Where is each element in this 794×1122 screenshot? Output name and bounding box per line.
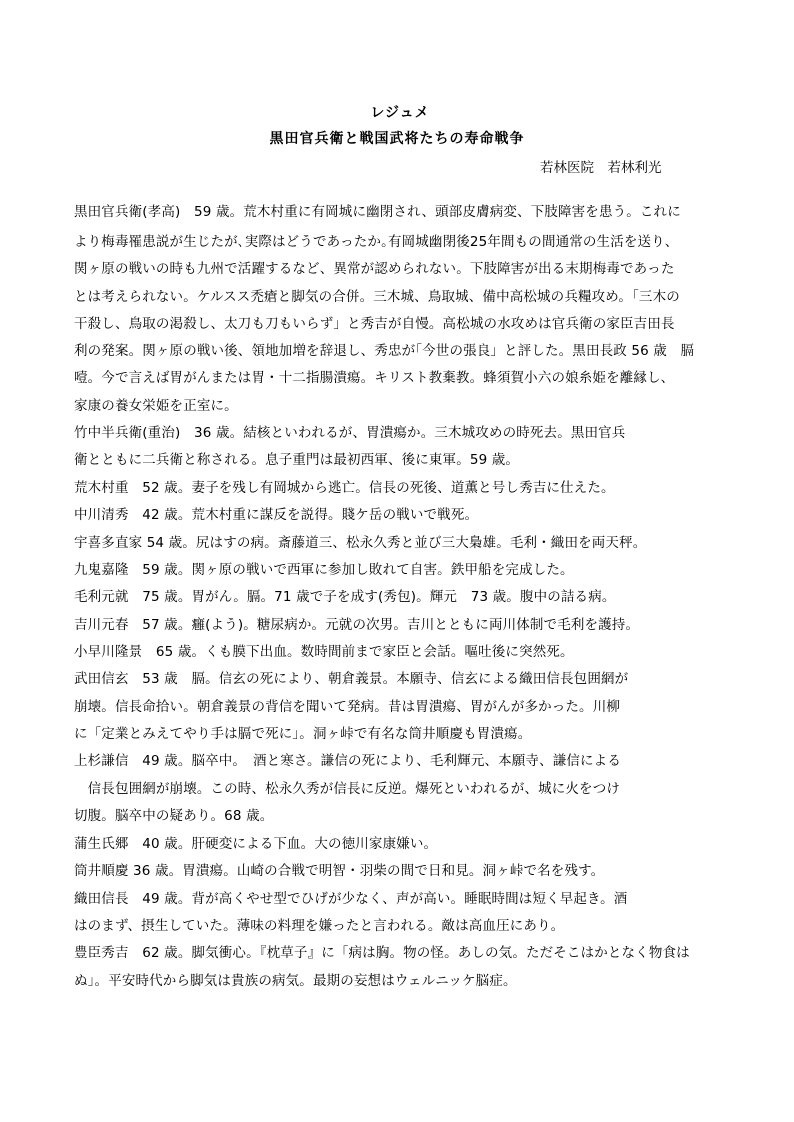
body-line: に「定業とみえてやり手は膈で死に」。洞ヶ峠で有名な筒井順慶も胃潰瘍。 [74, 726, 532, 742]
body-line: はのまず、摂生していた。薄味の料理を嫌ったと言われる。敵は高血圧にあり。 [74, 918, 565, 934]
body-line: 宇喜多直家 54 歳。尻はすの病。斎藤道三、松永久秀と並び三大梟雄。毛利・織田を両天秤。 [74, 535, 647, 551]
body-line: ぬ」。平安時代から脚気は貴族の病気。最期の妄想はウェルニッケ脳症。 [74, 973, 517, 989]
body-line: 家康の養女栄姫を正室に。 [74, 398, 238, 414]
body-line: 切腹。脳卒中の疑あり。68 歳。 [74, 808, 274, 824]
body-line: より梅毒罹患説が生じたが､実際はどうであったか｡有岡城幽閉後25年間もの間通常の生活を送り、 [74, 234, 679, 250]
body-line: 荒木村重 52 歳。妻子を残し有岡城から逃亡。信長の死後、道薫と号し秀吉に仕えた。 [74, 480, 615, 496]
body-line: 豊臣秀吉 62 歳。脚気衝心。『枕草子』に「病は胸。物の怪。あしの気。ただそこはかとなく物食は [74, 945, 690, 961]
body-line: 武田信玄 53 歳 膈。信玄の死により、朝倉義景。本願寺、信玄による織田信長包囲網が [74, 671, 629, 687]
body-line: 竹中半兵衛(重治) 36 歳。結核といわれるが、胃潰瘍か。三木城攻めの時死去。黒田官兵 [74, 425, 626, 441]
document-author: 若林医院 若林利光 [540, 160, 662, 176]
body-line: 干殺し、鳥取の渇殺し、太刀も刀もいらず」と秀吉が自慢。高松城の水攻めは官兵衛の家臣吉田長 [74, 316, 675, 332]
document-label: レジュメ [370, 105, 430, 121]
body-line: 信長包囲網が崩壊。この時、松永久秀が信長に反逆。爆死といわれるが、城に火をつけ [74, 781, 620, 797]
body-line: 崩壊。信長命拾い。朝倉義景の背信を聞いて発病。昔は胃潰瘍、胃がんが多かった。川柳 [74, 699, 620, 715]
body-line: 吉川元春 57 歳。癰(よう)。糖尿病か。元就の次男。吉川とともに両川体制で毛利を護持。 [74, 617, 640, 633]
body-line: 小早川隆景 65 歳。くも膜下出血。数時間前まで家臣と会話。嘔吐後に突然死。 [74, 644, 574, 660]
body-line: 上杉謙信 49 歳。脳卒中。 酒と寒さ。謙信の死により、毛利輝元、本願寺、謙信による [74, 753, 621, 769]
body-line: とは考えられない。ケルスス禿瘡と脚気の合併。三木城、鳥取城、備中高松城の兵糧攻め。｢三木の [74, 289, 680, 305]
body-line: 筒井順慶 36 歳。胃潰瘍。山崎の合戦で明智・羽柴の間で日和見。洞ヶ峠で名を残す。 [74, 863, 605, 879]
document-title: 黒田官兵衛と戦国武将たちの寿命戦争 [269, 131, 525, 147]
body-line: 蒲生氏郷 40 歳。肝硬変による下血。大の徳川家康嫌い。 [74, 836, 438, 852]
body-line: 毛利元就 75 歳。胃がん。膈。71 歳で子を成す(秀包)。輝元 73 歳。腹中の詰る病。 [74, 589, 616, 605]
body-line: 利の発案。関ヶ原の戦い後、領地加増を辞退し、秀忠が｢今世の張良」と評した。黒田長政 56 歳 膈 [74, 343, 695, 359]
body-line: 織田信長 49 歳。背が高くやせ型でひげが少なく、声が高い。睡眠時間は短く早起き。酒 [74, 891, 628, 907]
body-line: 噎。今で言えば胃がんまたは胃・十二指腸潰瘍。キリスト教棄教。蜂須賀小六の娘糸姫を離縁し、 [74, 370, 675, 386]
body-line: 九鬼嘉隆 59 歳。関ヶ原の戦いで西軍に参加し敗れて自害。鉄甲船を完成した。 [74, 562, 574, 578]
body-line: 衛とともに二兵衛と称される。息子重門は最初西軍、後に東軍。59 歳。 [74, 452, 520, 468]
body-line: 黒田官兵衛(孝高) 59 歳。荒木村重に有岡城に幽閉され、頭部皮膚病変、下肢障害を患う。これに [74, 204, 681, 220]
body-line: 関ヶ原の戦いの時も九州で活躍するなど、異常が認められない。下肢障害が出る末期梅毒であった [74, 261, 675, 277]
body-line: 中川清秀 42 歳。荒木村重に謀反を説得。賤ケ岳の戦いで戦死。 [74, 507, 479, 523]
